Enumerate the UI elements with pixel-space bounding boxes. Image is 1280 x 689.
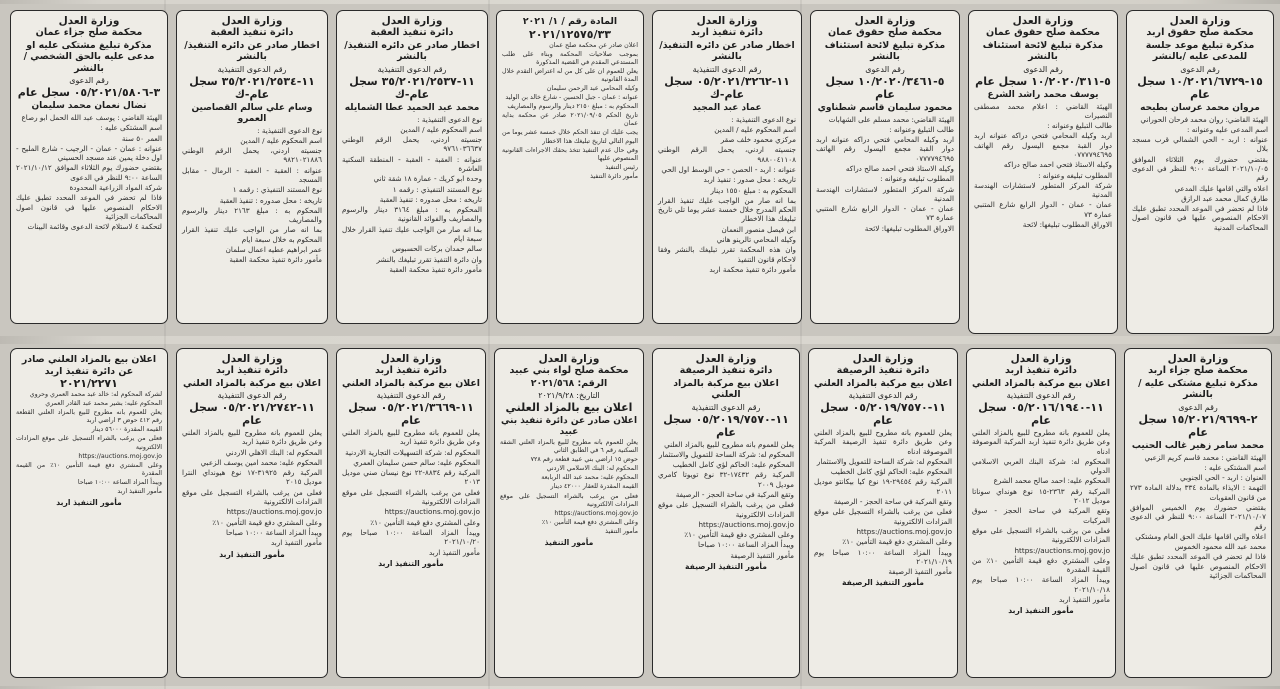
notice-party: وسام علي سالم القصاصين العمرو (191, 102, 313, 124)
notice-body-line: وكيله الاستاذ فتحي احمد صالح دراكه (1003, 160, 1112, 170)
notice-ministry: وزارة العدل (380, 353, 442, 365)
notice-body-line: المحكوم به : مبلغ ٣١٦٤ دينار والرسوم والمصاريف والفوائد القانونية (342, 205, 482, 224)
notice-body-line: عنوانه : العقبة - العقبة - الرمال - مقابل المسجد (182, 165, 322, 184)
notice-court: محكمة صلح جزاء عمان (35, 27, 143, 38)
notice-body-line: بموجب صلاحيات المحكمة وبناء على طلب المستدعي المقدم في القضية المذكورة (502, 50, 638, 66)
notice-body-line: مأمور التنفيذ (605, 527, 638, 535)
notice-body-line: رئيس التنفيذ (605, 163, 638, 171)
notice-body-line: عنوانه : عمان - جبل الحسين - شارع خالد بن الوليد (505, 94, 638, 102)
notice-body-line: المحكوم عليه: محمد امين يوسف الزعبي (200, 457, 322, 467)
notice-subject: اعلان بيع مركبة بالمزاد العلني (182, 377, 321, 389)
notice-body-line: مأمور التنفيذ الرصيفة (730, 550, 794, 560)
notice-signature: مأمور التنفيذ الرصيفة (685, 562, 767, 572)
legal-notice (966, 348, 1116, 678)
notice-body-line: مأمور دائرة تنفيذ محكمة العقبة (229, 255, 322, 265)
notice-body-line: يعلن للعموم بانه مطروح للبيع بالمزاد العلني وعن طريق دائرة تنفيذ الرصيفة المركبة الموصوفة ادناه (814, 428, 952, 456)
notice-case-label: رقم الدعوى (1178, 402, 1218, 412)
notice-party: محمد سامر زهير غالب الحنيب (1131, 440, 1265, 451)
notice-body-line: المحكوم عليه: بشير محمد عبد القادر العمري (45, 400, 162, 408)
notice-body-line: الهيئة القاضي : اعلام محمد مصطفى النصيرات (974, 101, 1112, 120)
notice-body-line: المحكوم به : مبلغ ١٥٥٠ دينار (710, 185, 796, 195)
notice-case-number: ١١-٣٥/٢٠٢١/٢٥٣٧ سجل عام-ك (349, 74, 475, 101)
notice-body-line: شركة المركز المتطور لاستشارات الهندسة المدنية (816, 184, 954, 203)
notice-body-line: المحكوم له: البنك الاهلي الاردني (225, 447, 322, 457)
notice-body-line: فعلى من يرغب بالشراء التسجيل على موقع المزادات الالكترونية (16, 435, 162, 451)
notice-body-line: طارق كمال محمد عبد الرازق (1181, 193, 1268, 203)
notice-subject: مذكرة تبليغ لائحة استئناف بالنشر (982, 39, 1104, 62)
notice-party: نضال نعمان محمد سليمان (31, 101, 147, 111)
notice-body-line: ويبدأ المزاد الساعة ١٠:٠٠ صباحا (698, 540, 794, 550)
notice-body-line: اسم المدعى عليه وعنوانه : (1187, 124, 1268, 134)
notice-body-line: ويبدأ المزاد الساعة ١٠:٠٠ صباحا (77, 478, 162, 486)
notice-body-line: الاوراق المطلوب تبليغها: لائحة (864, 223, 954, 233)
notice-body-line: المطلوب تبليغه وعنوانه : (880, 174, 954, 184)
notice-body-line: نوع الدعوى التنفيذية : (731, 114, 796, 124)
notice-body-line: التهمة : الايذاء بالمادة ٣٣٤ بدلالة المادة ٢٧٣ من قانون العقوبات (1130, 483, 1266, 502)
notice-body-line: بقتضي حضورك يوم الثلاثاء الموافق ٢٠٢١/١٠/١٢ الساعة ٩:٠٠ للنظر في الدعوى (16, 163, 162, 182)
notice-body-line: https://auctions.moj.gov.jo (856, 526, 952, 536)
notice-court: دائرة تنفيذ الرصيفة (836, 365, 930, 376)
notice-party: محمد عبد الحميد عطا الشمايله (344, 102, 480, 113)
notice-body-line: فعلى من يرغب بالشراء التسجيل على موقع المزادات الالكترونية (658, 500, 794, 519)
notice-ministry: وزارة العدل (381, 15, 443, 27)
notice-body-line: شركة المواد الزراعية المحدودة (69, 183, 162, 193)
notice-body-line: بما انه صار من الواجب عليك تنفيذ القرار الحكم المدرج خلال خمسة عشر يوما تلي تاريخ تبليغك هذا الاخطار (658, 195, 796, 224)
notice-subject: اعلان بيع مركبة بالمزاد العلني (971, 377, 1110, 389)
notice-case-label: رقم الدعوى التنفيذية (217, 64, 287, 74)
notice-body-line: عنوانه : العقبة - العقبة - المنطقة السكنية العاشرة (342, 154, 482, 173)
legal-notice (1126, 10, 1274, 334)
legal-notice (968, 10, 1118, 334)
notice-case-number: ١١-٠٥/٢٠٢١/٢٧٤٢ سجل عام (189, 401, 315, 427)
notice-case-label: رقم الدعوى التنفيذية (848, 391, 918, 400)
notice-body-line: مأمور دائرة تنفيذ محكمة اربد (709, 264, 796, 274)
notice-party: يوسف محمد راشد الشرع (987, 89, 1099, 100)
notice-body-line: يجب عليك ان تنفذ الحكم خلال خمسة عشر يوما من اليوم التالي لتاريخ تبليغك هذا الاخطار (502, 129, 638, 145)
notice-body-line: لتحكمة ٤ لاستلام لائحة الدعوى وقائمة البينات (27, 222, 162, 232)
notice-body-line: تاريخ الحكم ٢٠٢١/٠٩/٠٥ صادر عن محكمة بداية عمان (502, 112, 638, 128)
notice-subject: المادة رقم / ١/ ٢٠٢١ (522, 16, 618, 27)
column-gap (488, 0, 490, 689)
legal-notice (652, 10, 802, 324)
notice-body-line: ويبدأ المزاد الساعة ١٠:٠٠ صباحا يوم ٢٠٢١/١٠/١٨ (972, 575, 1111, 594)
notice-body-line: وعلى المشتري دفع قيمة التأمين ١٠٪ من القيمة المقدرة (16, 461, 162, 477)
legal-notice (810, 10, 960, 324)
notice-body-line: يعلن للعموم ان على كل من له اعتراض التقدم خلال المدة القانونية (502, 67, 638, 83)
notice-party: مروان محمد عرسان بطيحه (1140, 102, 1260, 113)
notice-body-line: العنوان : اربد - الحي الجنوبي (1179, 473, 1266, 483)
notice-body-line: نوع الدعوى التنفيذية : (417, 114, 482, 124)
notice-case-number: ١١-٠٥/٢٠١٩/٧٥٧٠ سجل عام (820, 401, 946, 427)
notice-body-line: المحكوم له: شركة البنك العربي الاسلامي الدولي (972, 456, 1110, 476)
notice-subject: اخطار صادر عن دائره التنفيذ/ بالنشر (659, 39, 795, 62)
notice-body-line: وعلى المشتري دفع قيمة التأمين ١٠٪ (842, 537, 952, 547)
notice-body-line: المحكوم له: شركة التسهيلات التجارية الاردنية (345, 447, 480, 457)
notice-body-line: الاوراق المطلوب تبليغها: لائحة (1022, 220, 1112, 230)
notice-body-line: https://auctions.moj.gov.jo (554, 509, 638, 517)
notice-body-line: وتقع المركبة في ساحة الحجز - سوق المركبات (972, 506, 1110, 525)
notice-body-line: https://auctions.moj.gov.jo (698, 519, 794, 529)
notice-body-line: شركة المركز المتطور لاستشارات الهندسة المدنية (974, 180, 1112, 200)
notice-body-line: المحكوم عليه: احمد صالح محمد الشرع (993, 476, 1110, 486)
notice-body-line: فاذا لم تحضر في الموعد المحدد تطبق عليك الاحكام المنصوص عليها في قانون اصول المحاكمات الجزائية (1130, 552, 1266, 581)
notice-ministry: وزارة العدل (854, 15, 916, 27)
notice-body-line: وكيله المحامي تالرينو هاني (716, 235, 796, 245)
notice-court: محكمة صلح حقوق اربد (1146, 27, 1254, 38)
notice-ministry: وزارة العدل (695, 353, 757, 365)
notice-body-line: بما انه صار من الواجب عليك تنفيذ القرار خلال سبعة ايام (342, 224, 482, 244)
notice-case-label: رقم الدعوى (865, 64, 905, 74)
notice-case-number: ٢٠٢١/٢٢٧١ (60, 377, 118, 390)
notice-case-label: رقم الدعوى التنفيذية (692, 64, 762, 74)
legal-notice (10, 10, 168, 324)
notice-body-line: اربد وكيله المحامي فتحي دراكه عنوانه اربد دوار القبة مجمع اليسول رقم الهاتف ٠٧٧٧٧٩٤٦٩٥ (816, 135, 954, 163)
notice-ministry: وزارة العدل (1169, 15, 1231, 27)
notice-body-line: https://auctions.moj.gov.jo (226, 507, 322, 517)
notice-case-label: رقم الدعوى (69, 76, 109, 85)
notice-party: عماد عبد المجيد (692, 102, 762, 113)
notice-body-line: اسم المحكوم عليه / المدين (240, 135, 322, 145)
notice-body-line: يعلن للعموم بانه مطروح للبيع بالمزاد العلني الشقة السكنية رقم ٦ في الطابق الثاني (500, 439, 638, 455)
notice-ministry: وزارة العدل (696, 15, 758, 27)
notice-case-number: ١١-٣٥/٢٠٢١/٢٥٣٤ سجل عام-ك (189, 74, 315, 101)
legal-notice (652, 348, 800, 678)
notice-signature: مأمور التنفيذ اربد (378, 558, 444, 568)
notice-body-line: عنوانه : عمان - عمان - الرجيب - شارع المليح - اول دخلة يمين عند مسجد الحسيني (16, 143, 162, 163)
notice-body-line: مركزي محمود خلف صقر (720, 135, 796, 145)
notice-body-line: حوض ١٥ اراضي بني عبيد قطعة رقم ٧٢٨ (530, 456, 638, 464)
notice-body-line: سالم حمدان بركات الحسبوس (392, 244, 482, 254)
notice-body-line: فعلى من يرغب بالشراء التسجيل على موقع المزادات الالكترونية (500, 492, 638, 508)
notice-body-line: ويبدأ المزاد الساعة ١٠:٠٠ صباحا يوم ٢٠٢١/١٠/٢٠ (342, 527, 481, 547)
notice-body-line: المحكوم عليه: سالم حسن سليمان العمري (353, 457, 480, 467)
legal-notice (494, 348, 644, 678)
notice-signature: مأمور التنفيذ (544, 538, 594, 548)
notice-case-label: رقم الدعوى (1180, 64, 1220, 74)
notice-case-number: اعلان بيع بالمزاد العلني (505, 401, 633, 414)
notice-party: اعلان صادر عن دائرة تنفيذ بني عبيد (500, 416, 638, 437)
notice-body-line: عمر ابراهيم عطيه اعمال سلمان (225, 245, 322, 255)
notice-body-line: المحكوم به : مبلغ ٢١٦٣ دينار والرسوم والمصاريف (182, 205, 322, 225)
notice-body-line: وان دائرة التنفيذ تقرر تبليغك بالنشر (376, 254, 482, 264)
notice-body-line: الهيئة القاضي : محمد قاسم كريم الزعبي (1144, 452, 1266, 462)
notice-body-line: مأمور التنفيذ اربد (117, 488, 162, 496)
legal-notice (336, 348, 486, 678)
notice-case-number: ٢٠٢١/١٢٥٧٥/٣٣ (529, 27, 611, 41)
notice-body-line: اسم المحكوم عليه / المدين (400, 124, 482, 134)
notice-body-line: عمان - عمان - الدوار الرابع شارع المتنبي عمارة ٧٣ (816, 204, 954, 223)
notice-subject: مذكرة تبليغ مشتكى عليه /بالنشر (1138, 377, 1258, 400)
notice-ministry: وزارة العدل (1012, 15, 1074, 27)
notice-body-line: المحكوم عليه: محمد عبد الله الربابعة (541, 474, 638, 482)
notice-subject: اعلان بيع مركبة بالمزاد العلني (813, 377, 952, 389)
notice-body-line: نوع المستند التنفيذي : رقمه ١ (232, 185, 322, 195)
notice-case-label: رقم الدعوى التنفيذية (377, 64, 447, 74)
notice-body-line: اعلاه والتي اقامها عليك الحق العام ومشتكي (1135, 531, 1266, 541)
notice-ministry: وزارة العدل (58, 15, 120, 27)
notice-body-line: مأمور التنفيذ اربد (1059, 595, 1110, 605)
notice-body-line: اسم المشتكى عليه : (1204, 462, 1266, 472)
notice-court: دائرة تنفيذ الرصيفة (679, 365, 773, 376)
notice-body-line: وعلى المشتري دفع قيمة التأمين ١٠٪ من القيمة المقدرة (972, 555, 1111, 575)
notice-body-line: طالب التبليغ وعنوانه : (889, 124, 954, 134)
notice-body-line: ويبدأ المزاد الساعة ١٠:٠٠ صباحا يوم ٢٠٢١/١٠/١٩ (814, 547, 953, 566)
notice-body-line: مأمور دائرة تنفيذ محكمة العقبة (389, 264, 482, 274)
notice-body-line: وكيله المحامي عبد الرحمن سليمان (546, 84, 638, 92)
notice-case-number: ٣-٠٥/٢٠٢١/٥٨٠٦ سجل عام (17, 86, 161, 99)
notice-body-line: بقتضي حضورك يوم الخميس الموافق ٢٠٢١/١٠/٠٧ الساعة ٩:٠٠ للنظر في الدعوى رقم (1130, 502, 1266, 531)
notice-body-line: طالب التبليغ وعنوانه : (1047, 121, 1112, 131)
notice-body-line: https://auctions.moj.gov.jo (384, 507, 480, 517)
notice-body-line: وتقع المركبة في ساحة الحجز - الرصيفة (833, 497, 952, 507)
notice-body-line: عمان - عمان - الدوار الرابع شارع المتنبي عمارة ٧٣ (974, 200, 1112, 219)
notice-court: محكمة صلح لواء بني عبيد (509, 365, 629, 376)
notice-body-line: وعلى المشتري دفع قيمة التأمين ١٠٪ (684, 530, 794, 540)
notice-court: محكمة صلح حقوق عمان (986, 27, 1100, 38)
notice-case-label: رقم الدعوى (1023, 64, 1063, 74)
notice-case-number: ١١-٠٥/٢٠١٦/١٩٤٠ سجل عام (978, 401, 1104, 427)
notice-body-line: المركبة رقم ٣١٩٢٥-١٧ نوع هيونداي النترا موديل ٢٠١٥ (182, 468, 322, 487)
notice-body-line: القيمة المقدرة ٥٦٠٠٠ دينار (91, 426, 162, 434)
notice-ministry: وزارة العدل (221, 15, 283, 27)
notice-ministry: وزارة العدل (1167, 353, 1229, 365)
notice-body-line: وتقع المركبة في ساحة الحجز - الرصيفة (675, 489, 794, 499)
notice-subject: مذكرة تبليغ مشتكى عليه او مدعى عليه بالحق الشخصي /بالنشر (23, 39, 155, 74)
notice-body-line: مأمور التنفيذ الرصيفة (888, 567, 952, 577)
legal-notice (336, 10, 488, 324)
notice-body-line: تاريخه : محل صدوره : تنفيذ العقبة (219, 195, 322, 205)
notice-ministry: وزارة العدل (221, 353, 283, 365)
notice-court: دائرة تنفيذ اربد (216, 365, 288, 376)
notice-body-line: تاريخه : محل صدور : تنفيذ اربد (703, 175, 796, 185)
notice-body-line: يعلن للعموم بانه مطروح للبيع بالمزاد العلني القطعة رقم ٤١٢ حوض ٣ اراضي اربد (16, 409, 162, 425)
notice-body-line: يعلن للعموم بانه مطروح للبيع بالمزاد العلني وعن طريق دائرة تنفيذ اربد (342, 428, 480, 447)
notice-body-line: المحكوم له: شركة الساحة للتمويل والاستثمار (658, 449, 794, 459)
notice-body-line: https://auctions.moj.gov.jo (78, 452, 162, 460)
notice-body-line: اربد وكيله المحامي فتحي دراكه عنوانه اربد دوار القبة مجمع اليسول رقم الهاتف ٠٧٧٧٧٩٤٦٩٥ (974, 131, 1112, 159)
notice-body-line: المحكوم به : مبلغ ٢١٥٠ دينار والرسوم والمصاريف (507, 103, 638, 111)
notice-body-line: وحدة ابو كريك - عمارة ١٨ شقة ثاني (373, 174, 482, 184)
notice-body-line: وفي حال عدم التنفيذ تتخذ بحقك الاجراءات القانونية المنصوص عليها (502, 146, 638, 162)
notice-subject: اخطار صادر عن دائره التنفيذ/ بالنشر (184, 39, 320, 62)
notice-body-line: ابن فيصل منصور النعمان (721, 224, 796, 234)
notice-body-line: فعلى من يرغب بالشراء التسجيل على موقع المزادات الالكترونية (182, 487, 322, 507)
notice-body-line: محمد عبد الله محمود الخموس (1174, 542, 1266, 552)
notice-body-line: الهيئة القاضي: روان محمد فرحان الحوراني (1140, 114, 1268, 124)
notice-body-line: وكيله الاستاذ فتحي احمد صالح دراكه (845, 163, 954, 173)
notice-case-number: ١٥-١٠/٢٠٢١/٦٧٢٩ سجل عام (1137, 74, 1263, 101)
notice-case-number: ٥-١٠/٢٠٢٠/٣٤٦١ سجل عام (825, 74, 945, 101)
notice-body-line: المحكوم عليه: الحاكم لؤي كامل الخطيب (672, 460, 794, 470)
notice-body-line: المطلوب تبليغه وعنوانه : (1038, 170, 1112, 180)
notice-signature: مأمور التنفيذ اربد (219, 549, 285, 559)
notice-signature: مأمور التنفيذ اربد (56, 498, 122, 508)
legal-notice (176, 348, 328, 678)
notice-body-line: ويبدأ المزاد الساعة ١٠:٠٠ صباحا (226, 527, 322, 537)
notice-court: محكمة صلح حقوق عمان (828, 27, 942, 38)
notice-body-line: يعلن للعموم بانه مطروح للبيع بالمزاد العلني وعن طريق دائرة تنفيذ اربد (182, 428, 322, 447)
notice-court: دائرة تنفيذ اربد (691, 27, 763, 38)
notice-court: دائرة تنفيذ اربد (375, 365, 447, 376)
notice-ministry: وزارة العدل (1010, 353, 1072, 365)
notice-body-line: العمر ٥٠ سنة (121, 133, 162, 143)
notice-court: محكمة صلح جزاء اربد (1148, 365, 1248, 376)
notice-body-line: https://auctions.moj.gov.jo (1014, 545, 1110, 555)
notice-body-line: اعلان صادر عن محكمة صلح عمان (549, 41, 638, 49)
notice-body-line: فعلى من يرغب بالشراء التسجيل على موقع المزادات الالكترونية (342, 487, 480, 507)
notice-subject: اعلان بيع بالمزاد العلني صادر عن دائرة تنفيذ اربد (21, 354, 157, 377)
notice-body-line: فاذا لم تحضر في الموعد المحدد تطبق عليك الاحكام المنصوص عليها في قانون اصول المحاكمات المدنية (1132, 204, 1268, 232)
notice-signature: مأمور التنفيذ اربد (1008, 606, 1074, 616)
notice-body-line: المركبة رقم ٢٣٦٣-١٥ نوع هونداي سوناتا موديل ٢٠١٢ (972, 486, 1110, 506)
notice-body-line: جنسيته اردني، يحمل الرقم الوطني ٩٧٦١٠٣٦٦٣٧ (342, 135, 482, 154)
notice-body-line: يعلن للعموم بانه مطروح للبيع بالمزاد العلني (664, 439, 794, 449)
notice-body-line: وان هذه المحكمة تقرر تبليغك بالنشر وفقا لاحكام قانون التنفيذ (658, 245, 796, 264)
notice-body-line: عنوانه : اربد - الحصن - حي الوسط اول الحي (661, 164, 796, 174)
notice-body-line: بقتضي حضورك يوم الثلاثاء الموافق ٢٠٢١/١٠/٠٥ الساعة ٩:٠٠ للنظر في الدعوى رقم (1132, 154, 1268, 183)
notice-body-line: جنسيته اردني، يحمل الرقم الوطني ٩٨٢١٠٢١٨٨٦ (182, 146, 322, 165)
notice-case-label: رقم الدعوى التنفيذية (1006, 391, 1076, 400)
notice-subject: اعلان بيع مركبة بالمزاد العلني (341, 377, 480, 389)
notice-body-line: الهيئة القاضي: محمد مسلم على الشهابات (828, 114, 954, 124)
notice-case-number: ٢-١٥/٢٠٢١/٩٦٩٩ سجل عام (1138, 412, 1258, 439)
notice-body-line: لشركة المحكوم له: خالد عبد محمد العمري وحروي (29, 391, 162, 398)
notice-body-line: اعلاه والتي اقامها عليك المدعي (1174, 183, 1268, 193)
notice-body-line: مأمور التنفيذ اربد (429, 547, 480, 557)
notice-case-number: ٥-١٠/٢٠٢٠/٣١١ سجل عام (975, 74, 1111, 88)
notice-subject: مذكرة تبليغ موعد جلسة للمدعى عليه /بالنشر (1145, 39, 1255, 62)
notice-body-line: تاريخه : محل صدوره : تنفيذ العقبة (379, 194, 482, 204)
notice-body-line: المركبة رقم ٢٩٤٥٤-١٩ نوع كيا بيكانتو موديل ٢٠١١ (814, 477, 953, 496)
notice-body-line: فاذا لم تحضر في الموعد المحدد تطبق عليك الاحكام المنصوص عليها في قانون اصول المحاكمات الجزائية (16, 193, 162, 221)
legal-notice (10, 348, 168, 678)
notice-signature: مأمور التنفيذ الرصيفة (842, 578, 924, 588)
legal-notice (808, 348, 958, 678)
notice-party: محمود سليمان قاسم شطناوي (817, 102, 953, 113)
notice-subject: الرقم: ٢٠٢١/٥٦٨ (530, 377, 608, 389)
notice-ministry: وزارة العدل (852, 353, 914, 365)
notice-subject: اخطار صادر عن دائره التنفيذ/ بالنشر (344, 39, 480, 62)
notice-body-line: المحكوم عليه: الحاكم لؤي كامل الخطيب (830, 467, 952, 477)
legal-notice (1124, 348, 1272, 678)
notice-case-label: رقم الدعوى التنفيذية (376, 391, 446, 400)
notice-body-line: يعلن للعموم بانه مطروح للبيع بالمزاد العلني وعن طريق دائرة تنفيذ اربد المركبة الموصوفة ادناه (972, 428, 1110, 456)
notice-court: دائرة تنفيذ العقبة (370, 27, 454, 38)
notice-body-line: المركبة رقم ٨٨٣٤-٢٢ نوع نيسان صني موديل ٢٠١٣ (342, 468, 480, 487)
notice-subject: اعلان بيع مركبة بالمزاد العلني (673, 377, 779, 400)
notice-body-line: بما انه صار من الواجب عليك تنفيذ القرار المحكوم به خلال سبعة ايام (182, 225, 322, 244)
notice-subject: مذكرة تبليغ لائحة استئناف بالنشر (824, 39, 946, 62)
notice-body-line: فعلى من يرغب بالشراء التسجيل على موقع المزادات الالكترونية (814, 507, 952, 526)
notice-body-line: مأمور دائرة التنفيذ (590, 172, 638, 180)
notice-case-label: رقم الدعوى التنفيذية (691, 402, 761, 412)
notice-body-line: الهيئة القاضي : يوسف عبد الله الحمل ابو رصاع (21, 113, 162, 122)
notice-body-line: المحكوم له: البنك الاسلامي الاردني (546, 465, 638, 473)
notice-body-line: جنسيته اردني، يحمل الرقم الوطني ٩٨٨٠٠٤١١٠٨ (658, 145, 796, 164)
notice-body-line: وعلى المشتري دفع قيمة التأمين ١٠٪ (370, 517, 480, 527)
notice-body-line: نوع المستند التنفيذي : رقمه ١ (392, 184, 482, 194)
notice-case-number: ١١-٠٥/٢٠٢١/٣٦٦٩ سجل عام (348, 401, 474, 427)
notice-ministry: وزارة العدل (538, 353, 600, 365)
notice-court: دائرة تنفيذ العقبة (210, 27, 294, 38)
notice-body-line: مأمور التنفيذ اربد (271, 538, 322, 548)
notice-body-line: اسم المحكوم عليه / المدين (714, 124, 796, 134)
notice-body-line: نوع الدعوى التنفيذية : (257, 125, 322, 135)
notice-body-line: وعلى المشتري دفع قيمة التأمين ١٠٪ (541, 518, 638, 526)
notice-body-line: المركبة رقم ١٧٤٣٢-٣٢ نوع تويوتا كامري موديل ٢٠٠٩ (658, 470, 795, 489)
notice-body-line: عنوانه : اربد - الحي الشمالي قرب مسجد بلال (1132, 135, 1268, 154)
legal-notice (176, 10, 328, 324)
notice-body-line: المحكوم له: شركة الساحة للتمويل والاستثمار (816, 456, 952, 466)
notice-body-line: وعلى المشتري دفع قيمة التأمين ١٠٪ (212, 517, 322, 527)
legal-notice (496, 10, 644, 324)
notice-body-line: فعلى من يرغب بالشراء التسجيل على موقع المزادات الالكترونية (972, 525, 1110, 545)
notice-case-label: رقم الدعوى التنفيذية (217, 391, 287, 400)
notice-case-number: ١١-٠٥/٢٠٢١/٣٢٦٢ سجل عام-ك (664, 74, 790, 101)
notice-body-line: اسم المشتكى عليه : (100, 123, 162, 133)
notice-court: دائرة تنفيذ اربد (1005, 365, 1077, 376)
notice-case-label: التاريخ: ٢٠٢١/٩/٢٨ (538, 391, 600, 400)
notice-case-number: ١١-٠٥/٢٠١٩/٧٥٧٠ سجل عام (663, 412, 789, 439)
notice-body-line: القيمة المقدرة للعقار ٤٢٠٠٠ دينار (550, 483, 638, 491)
